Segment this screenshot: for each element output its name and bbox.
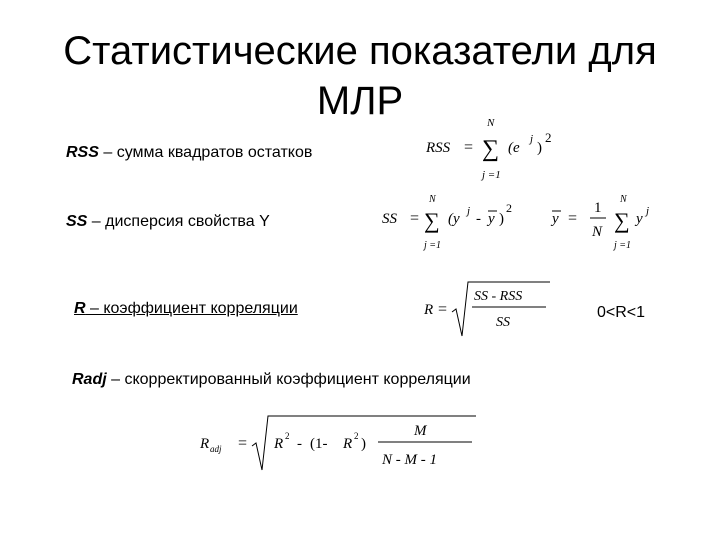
formula-r: [420, 278, 570, 348]
formula-r-numerator: SS - RSS: [474, 289, 523, 304]
term-r: [74, 300, 298, 318]
formula-r-eq: =: [438, 301, 448, 318]
formula-ss: [380, 190, 540, 260]
formula-radj-r2a: R: [274, 436, 284, 452]
formula-ss-sigma: ∑: [424, 208, 440, 233]
term-radj-description: – скорректированный коэффициент корреляции: [106, 371, 471, 388]
formula-ss-body: (y: [448, 211, 460, 227]
term-r-symbol: R: [74, 300, 86, 317]
formula-rss-eq: =: [464, 139, 474, 156]
formula-radj-num: M: [414, 423, 427, 439]
formula-mean-eq: =: [568, 210, 578, 227]
formula-rss-lhs: RSS: [426, 140, 451, 156]
formula-r-denominator: SS: [496, 315, 510, 330]
formula-rss-sup: j: [530, 133, 534, 145]
formula-mean-den: N: [592, 224, 603, 240]
term-rss-description: – сумма квадратов остатков: [98, 144, 313, 161]
formula-rss-close: ): [537, 140, 542, 156]
formula-ss-sum-top: N: [429, 194, 436, 205]
formula-ss-sum-bottom: j =1: [424, 240, 442, 251]
term-ss: [66, 213, 270, 231]
term-ss-symbol: SS: [66, 213, 88, 230]
formula-radj-minus1: -: [297, 436, 302, 452]
formula-ss-close: ): [499, 211, 504, 227]
formula-rss: [420, 112, 590, 192]
formula-r-lhs: R: [424, 302, 434, 318]
formula-rss-sum-bottom: j =1: [482, 169, 501, 181]
formula-mean-sum-top: N: [620, 194, 627, 205]
term-radj: [72, 371, 471, 389]
formula-radj-r2b: R: [343, 436, 353, 452]
term-ss-description: – дисперсия свойства Y: [87, 213, 270, 230]
term-rss-symbol: RSS: [66, 144, 99, 161]
formula-radj-sub: adj: [210, 444, 222, 454]
formula-ss-ybar: y: [488, 211, 495, 227]
formula-mean-sup: j: [646, 205, 650, 217]
formula-mean-num: 1: [594, 200, 602, 216]
formula-rss-sum-top: N: [487, 117, 495, 129]
formula-radj: [196, 412, 486, 482]
term-rss: [66, 144, 312, 162]
slide-title-line-2: МЛР: [316, 79, 404, 123]
formula-ss-sup: j: [467, 205, 471, 217]
formula-rss-body: (e: [508, 140, 520, 156]
formula-radj-den: N - M - 1: [382, 452, 437, 468]
formula-ss-lhs: SS: [382, 211, 397, 227]
formula-radj-r2b-pow: 2: [354, 431, 359, 441]
r-range-note: 0<R<1: [597, 304, 646, 321]
term-radj-symbol: Radj: [72, 371, 107, 388]
formula-radj-eq: =: [238, 435, 248, 452]
formula-ss-minus: -: [476, 211, 481, 227]
formula-mean-sigma: ∑: [614, 208, 630, 233]
formula-rss-power: 2: [545, 130, 552, 145]
formula-radj-lhs: R: [200, 436, 210, 452]
formula-mean-ybar: y: [552, 211, 559, 227]
formula-mean: [548, 190, 668, 260]
slide-title: [0, 26, 720, 126]
formula-radj-close: ): [361, 436, 366, 452]
formula-rss-sigma: ∑: [482, 136, 500, 162]
formula-ss-eq: =: [410, 210, 420, 227]
formula-radj-paren: (1-: [310, 436, 328, 452]
formula-mean-sum-bottom: j =1: [614, 240, 632, 251]
formula-ss-power: 2: [506, 201, 512, 215]
term-r-description: – коэффициент корреляции: [85, 300, 298, 317]
slide-title-line-1: Статистические показатели для: [63, 29, 657, 73]
formula-mean-y: y: [636, 211, 643, 227]
formula-radj-r2a-pow: 2: [285, 431, 290, 441]
